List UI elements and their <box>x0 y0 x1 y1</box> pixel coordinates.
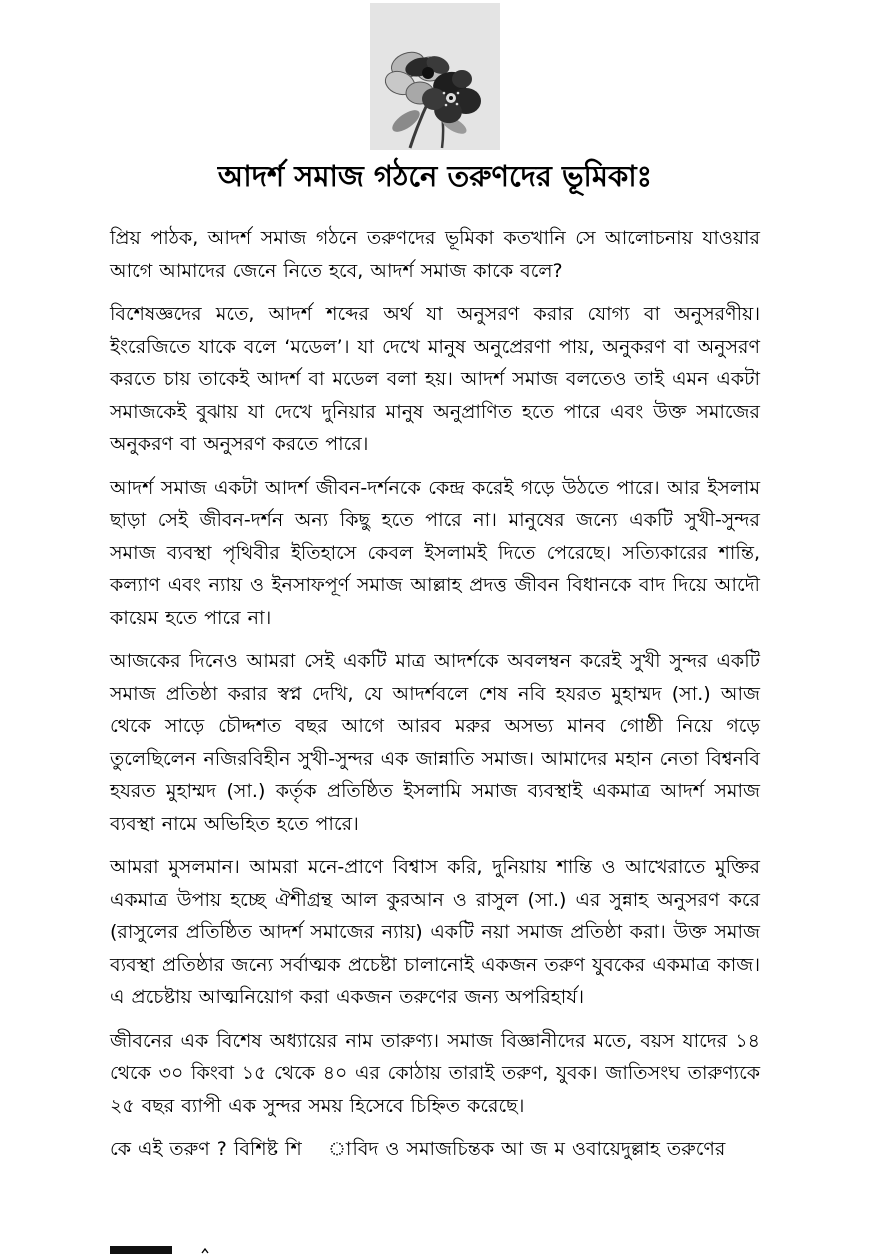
decorative-flower-image <box>370 3 500 150</box>
article-body <box>110 222 760 1166</box>
footer-mark-icon <box>200 1243 210 1254</box>
paragraph: আদর্শ সমাজ একটা আদর্শ জীবন-দর্শনকে কেন্দ্র করেই গড়ে উঠতে পারে। আর ইসলাম ছাড়া সেই জীবন-দর্শন অন্য কিছু হতে পারে না। মানুষের জন্যে একটি সুখী-সুন্দর সমাজ ব্যবস্থা পৃথিবীর ইতিহাসে কেবল ইসলামই দিতে পেরেছে। সত্যিকারের শান্তি, কল্যাণ এবং ন্যায় ও ইনসাফপূর্ণ সমাজ আল্লাহ প্রদত্ত জীবন বিধানকে বাদ দিয়ে আদৌ কায়েম হতে পারে না। <box>110 476 760 629</box>
paragraph: আমরা মুসলমান। আমরা মনে-প্রাণে বিশ্বাস করি, দুনিয়ায় শান্তি ও আখেরাতে মুক্তির একমাত্র উপায় হচ্ছে ঐশীগ্রন্থ আল কুরআন ও রাসুল (সা.) এর সুন্নাহ অনুসরণ করে (রাসুলের প্রতিষ্ঠিত আদর্শ সমাজের ন্যায়) একটি নয়া সমাজ প্রতিষ্ঠা করা। উক্ত সমাজ ব্যবস্থা প্রতিষ্ঠার জন্যে সর্বাত্মক প্রচেষ্টা চালানোই একজন তরুণ যুবকের একমাত্র কাজ। এ প্রচেষ্টায় আত্মনিয়োগ করা একজন তরুণের জন্য অপরিহার্য। <box>110 856 760 1008</box>
paragraph: আজকের দিনেও আমরা সেই একটি মাত্র আদর্শকে অবলম্বন করেই সুখী সুন্দর একটি সমাজ প্রতিষ্ঠা করার স্বপ্ন দেখি, যে আদর্শবলে শেষ নবি হযরত মুহাম্মদ (সা.) আজ থেকে সাড়ে চৌদ্দশত বছর আগে আরব মরুর অসভ্য মানব গোষ্ঠী নিয়ে গড়ে তুলেছিলেন নজিরবিহীন সুখী-সুন্দর এক জান্নাতি সমাজ। আমাদের মহান নেতা বিশ্বনবি হযরত মুহাম্মদ (সা.) কর্তৃক প্রতিষ্ঠিত ইসলামি সমাজ ব্যবস্থাই একমাত্র আদর্শ সমাজ ব্যবস্থা নামে অভিহিত হতে পারে। <box>110 650 760 835</box>
paragraph: জীবনের এক বিশেষ অধ্যায়ের নাম তারুণ্য। সমাজ বিজ্ঞানীদের মতে, বয়স যাদের ১৪ থেকে ৩০ কিংবা ১৫ থেকে ৪০ এর কোঠায় তারাই তরুণ, যুবক। জাতিসংঘ তারুণ্যকে ২৫ বছর ব্যাপী এক সুন্দর সময় হিসেবে চিহ্নিত করেছে। <box>110 1029 760 1117</box>
page-title: আদর্শ সমাজ গঠনে তরুণদের ভূমিকাঃ <box>217 159 653 193</box>
paragraph-truncated-wrapper <box>110 1133 760 1166</box>
paragraph: বিশেষজ্ঞদের মতে, আদর্শ শব্দের অর্থ যা অনুসরণ করার যোগ্য বা অনুসরণীয়। ইংরেজিতে যাকে বলে ‘মডেল’। যা দেখে মানুষ অনুপ্রেরণা পায়, অনুকরণ বা অনুসরণ করতে চায় তাকেই আদর্শ বা মডেল বলা হয়। আদর্শ সমাজ বলতেও তাই এমন একটা সমাজকেই বুঝায় যা দেখে দুনিয়ার মানুষ অনুপ্রাণিত হতে পারে এবং উক্ত সমাজের অনুকরণ বা অনুসরণ করতে পারে। <box>110 303 760 455</box>
flower-icon <box>370 3 500 150</box>
footer-page-bar <box>110 1246 172 1254</box>
paragraph: কে এই তরুণ ? বিশিষ্ট শি াবিদ ও সমাজচিন্তক আ জ ম ওবায়েদুল্লাহ তরুণের <box>110 1138 726 1160</box>
paragraph: প্রিয় পাঠক, আদর্শ সমাজ গঠনে তরুণদের ভূমিকা কতখানি সে আলোচনায় যাওয়ার আগে আমাদের জেনে নিতে হবে, আদর্শ সমাজ কাকে বলে? <box>110 227 760 282</box>
